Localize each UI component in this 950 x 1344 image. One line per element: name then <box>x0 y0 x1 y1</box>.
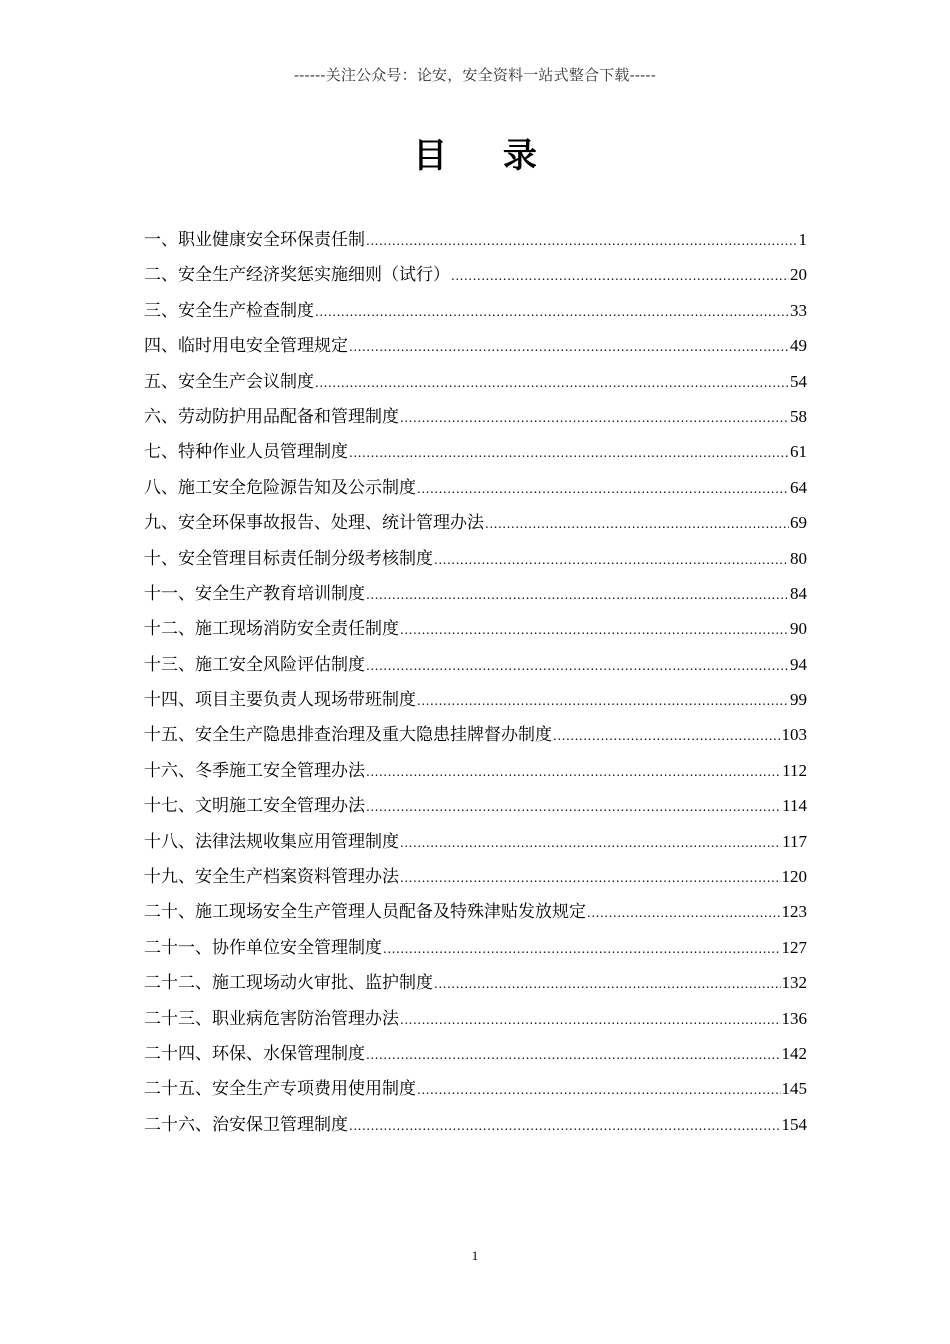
toc-entry-page: 99 <box>790 690 807 710</box>
toc-entry-label: 十一、安全生产教育培训制度 <box>144 583 365 604</box>
toc-dot-leader <box>315 369 789 397</box>
toc-entry-page: 132 <box>781 973 807 993</box>
toc-dot-leader <box>451 262 789 290</box>
toc-entry-page: 20 <box>790 265 807 285</box>
toc-entry-label: 二十、施工现场安全生产管理人员配备及特殊津贴发放规定 <box>144 902 586 923</box>
toc-entry-page: 117 <box>782 831 807 851</box>
toc-dot-leader <box>434 970 781 998</box>
toc-entry-page: 33 <box>790 300 807 320</box>
toc-entry-page: 1 <box>798 230 807 249</box>
toc-entry-label: 六、劳动防护用品配备和管理制度 <box>144 406 399 427</box>
toc-dot-leader <box>349 1112 781 1140</box>
toc-dot-leader <box>349 439 789 467</box>
toc-dot-leader <box>400 616 789 644</box>
toc-entry-page: 120 <box>781 867 807 887</box>
toc-entry-page: 142 <box>781 1043 807 1063</box>
toc-entry-label: 十九、安全生产档案资料管理办法 <box>144 867 399 888</box>
toc-dot-leader <box>383 935 781 963</box>
toc-entry[interactable] <box>144 332 807 367</box>
toc-dot-leader <box>400 829 781 857</box>
toc-entry-label: 九、安全环保事故报告、处理、统计管理办法 <box>144 513 484 534</box>
toc-dot-leader <box>366 793 781 821</box>
toc-entry-label: 十三、施工安全风险评估制度 <box>144 654 365 675</box>
toc-dot-leader <box>315 298 789 326</box>
toc-entry-page: 58 <box>790 406 807 426</box>
toc-entry-page: 80 <box>790 548 807 568</box>
toc-entry[interactable] <box>144 898 807 933</box>
toc-entry-label: 二、安全生产经济奖惩实施细则（试行） <box>144 265 450 286</box>
toc-entry-page: 54 <box>790 371 807 391</box>
toc-entry[interactable] <box>144 969 807 1004</box>
toc-entry[interactable] <box>144 580 807 615</box>
toc-entry-page: 49 <box>790 336 807 356</box>
toc-dot-leader <box>400 1006 781 1034</box>
toc-entry-label: 十二、施工现场消防安全责任制度 <box>144 619 399 640</box>
table-of-contents <box>144 226 807 1146</box>
toc-entry-label: 四、临时用电安全管理规定 <box>144 336 348 357</box>
toc-entry[interactable] <box>144 1005 807 1040</box>
toc-dot-leader <box>485 510 789 538</box>
toc-entry[interactable] <box>144 828 807 863</box>
toc-dot-leader <box>400 864 781 892</box>
toc-entry[interactable] <box>144 615 807 650</box>
toc-entry-page: 127 <box>781 937 807 957</box>
toc-entry[interactable] <box>144 686 807 721</box>
toc-entry[interactable] <box>144 509 807 544</box>
toc-entry-page: 114 <box>782 796 807 816</box>
toc-entry[interactable] <box>144 1075 807 1110</box>
toc-entry[interactable] <box>144 403 807 438</box>
header-banner: ------关注公众号：论安，安全资料一站式整合下载----- <box>294 66 656 84</box>
toc-entry[interactable] <box>144 261 807 296</box>
toc-entry[interactable] <box>144 474 807 509</box>
toc-dot-leader <box>417 475 789 503</box>
toc-entry-label: 十四、项目主要负责人现场带班制度 <box>144 690 416 711</box>
toc-entry-page: 145 <box>781 1079 807 1099</box>
toc-entry[interactable] <box>144 545 807 580</box>
toc-entry-label: 十六、冬季施工安全管理办法 <box>144 760 365 781</box>
toc-entry[interactable] <box>144 1040 807 1075</box>
toc-entry-label: 十、安全管理目标责任制分级考核制度 <box>144 548 433 569</box>
toc-entry[interactable] <box>144 757 807 792</box>
toc-entry-page: 90 <box>790 619 807 639</box>
page-title: 目 录 <box>413 136 559 176</box>
toc-dot-leader <box>366 581 789 609</box>
toc-dot-leader <box>366 758 781 786</box>
toc-dot-leader <box>417 1076 781 1104</box>
toc-dot-leader <box>417 687 789 715</box>
toc-entry-label: 十五、安全生产隐患排查治理及重大隐患挂牌督办制度 <box>144 725 552 746</box>
toc-entry-page: 94 <box>790 654 807 674</box>
toc-entry[interactable] <box>144 368 807 403</box>
toc-entry-label: 十八、法律法规收集应用管理制度 <box>144 831 399 852</box>
toc-entry-page: 112 <box>782 760 807 780</box>
page-number: 1 <box>471 1248 479 1263</box>
toc-entry-page: 123 <box>781 902 807 922</box>
toc-entry[interactable] <box>144 934 807 969</box>
toc-entry-page: 84 <box>790 583 807 603</box>
toc-entry-label: 十七、文明施工安全管理办法 <box>144 796 365 817</box>
toc-entry[interactable] <box>144 226 807 261</box>
toc-entry-page: 61 <box>790 442 807 462</box>
toc-entry-page: 154 <box>781 1114 807 1134</box>
toc-entry-label: 三、安全生产检查制度 <box>144 300 314 321</box>
toc-entry-page: 69 <box>790 513 807 533</box>
toc-entry-label: 七、特种作业人员管理制度 <box>144 442 348 463</box>
toc-dot-leader <box>366 1041 781 1069</box>
toc-dot-leader <box>434 546 789 574</box>
toc-entry-label: 二十四、环保、水保管理制度 <box>144 1043 365 1064</box>
toc-entry-label: 八、施工安全危险源告知及公示制度 <box>144 477 416 498</box>
toc-entry[interactable] <box>144 721 807 756</box>
toc-entry-label: 二十二、施工现场动火审批、监护制度 <box>144 973 433 994</box>
toc-entry-page: 136 <box>781 1008 807 1028</box>
toc-entry-label: 五、安全生产会议制度 <box>144 371 314 392</box>
toc-entry[interactable] <box>144 651 807 686</box>
toc-entry[interactable] <box>144 297 807 332</box>
toc-dot-leader <box>587 899 781 927</box>
toc-dot-leader <box>349 333 789 361</box>
toc-entry-label: 二十一、协作单位安全管理制度 <box>144 937 382 958</box>
toc-entry[interactable] <box>144 1111 807 1146</box>
toc-entry-label: 二十三、职业病危害防治管理办法 <box>144 1008 399 1029</box>
toc-entry-page: 64 <box>790 477 807 497</box>
toc-entry-label: 二十五、安全生产专项费用使用制度 <box>144 1079 416 1100</box>
toc-entry[interactable] <box>144 863 807 898</box>
toc-dot-leader <box>553 722 781 750</box>
toc-entry[interactable] <box>144 438 807 473</box>
toc-entry-label: 二十六、治安保卫管理制度 <box>144 1114 348 1135</box>
toc-entry[interactable] <box>144 792 807 827</box>
toc-dot-leader <box>400 404 789 432</box>
toc-entry-page: 103 <box>781 725 807 745</box>
toc-dot-leader <box>366 652 789 680</box>
toc-entry-label: 一、职业健康安全环保责任制 <box>144 230 365 250</box>
toc-dot-leader <box>366 227 798 255</box>
